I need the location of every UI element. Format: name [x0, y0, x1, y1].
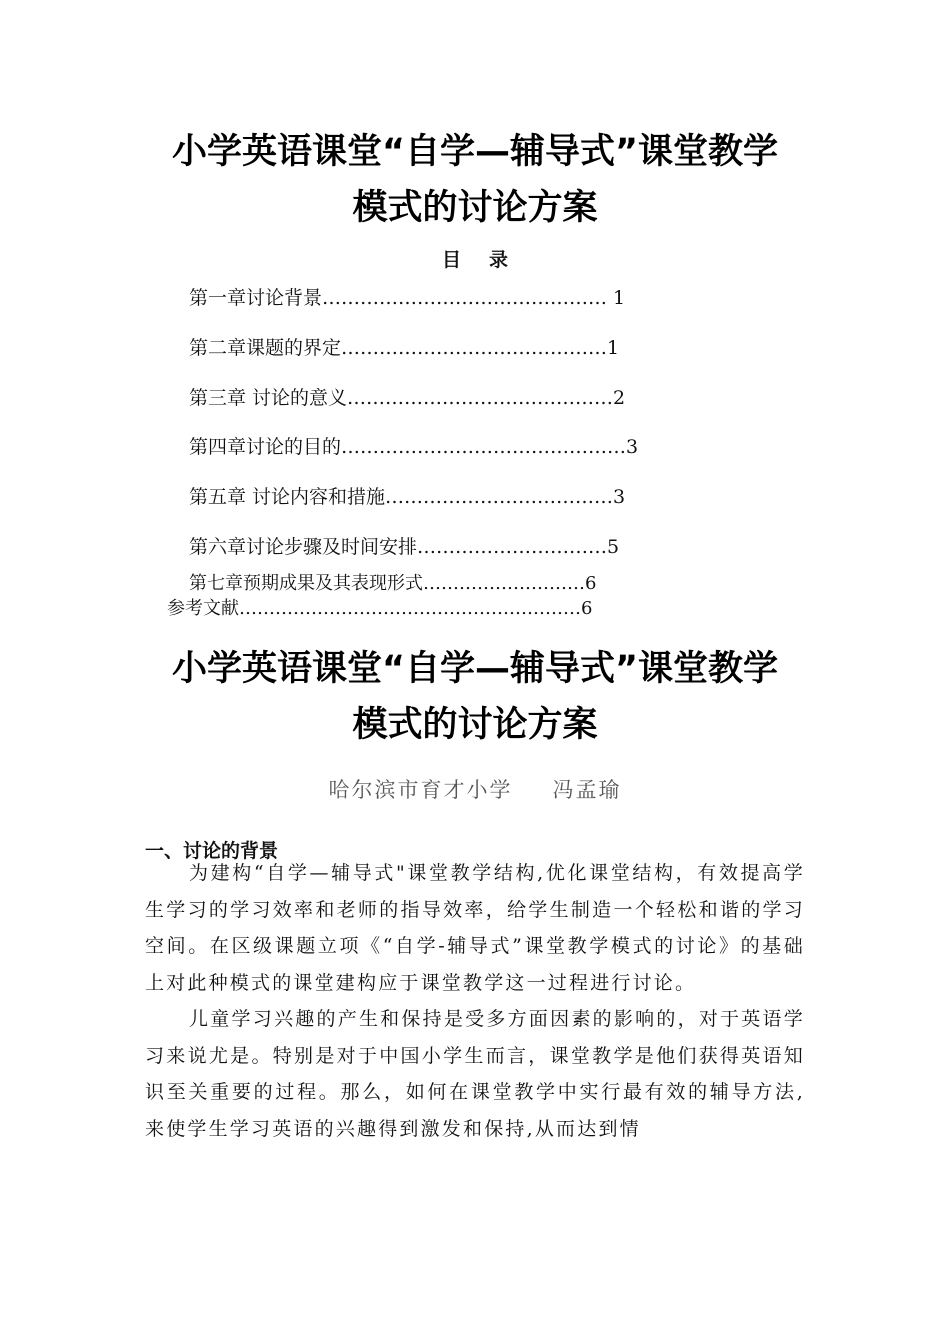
toc-entry-chapter-5[interactable]: 第五章 讨论内容和措施………………………………3: [189, 486, 626, 508]
cover-title: [0, 124, 950, 236]
paragraph-2: 儿童学习兴趣的产生和保持是受多方面因素的影响的，对于英语学习来说尤是。特别是对于中国小学生而言，课堂教学是他们获得英语知识至关重要的过程。那么，如何在课堂教学中实行最有效的辅导方法,来使学生学习英语的兴趣得到激发和保持,从而达到情: [145, 1008, 805, 1140]
toc-entry-chapter-2[interactable]: 第二章课题的界定……………………………………1: [189, 337, 620, 359]
toc-heading: [0, 245, 950, 272]
section-body: [145, 855, 805, 1147]
paragraph-1: 为建构“自学—辅导式"课堂教学结构,优化课堂结构，有效提高学生学习的学习效率和老师的指导效率，给学生制造一个轻松和谐的学习空间。在区级课题立项《“自学-辅导式”课堂教学模式的讨论》的基础上对此种模式的课堂建构应于课堂教学这一过程进行讨论。: [145, 862, 805, 994]
toc-entry-chapter-1[interactable]: 第一章讨论背景……………………………………… 1: [189, 287, 626, 309]
author-school: 哈尔滨市育才小学: [328, 778, 513, 802]
section-heading: 一、讨论的背景: [145, 840, 279, 862]
main-title-line-2: 模式的讨论方案: [352, 705, 598, 745]
toc-heading-char-2: 录: [489, 249, 509, 271]
cover-title-line-2: 模式的讨论方案: [352, 188, 598, 228]
toc-heading-char-1: 目: [441, 249, 461, 271]
main-title-line-1: 小学英语课堂“自学—辅导式”课堂教学: [171, 649, 778, 689]
main-title: [0, 641, 950, 753]
toc-entry-references[interactable]: 参考文献…………………………………………………6: [167, 598, 593, 619]
author-name: 冯孟瑜: [552, 778, 622, 802]
toc-entry-chapter-4[interactable]: 第四章讨论的目的………………………………………3: [189, 436, 639, 458]
cover-title-line-1: 小学英语课堂“自学—辅导式”课堂教学: [171, 132, 778, 172]
author-line: [0, 774, 950, 804]
toc-entry-chapter-3[interactable]: 第三章 讨论的意义……………………………………2: [189, 387, 626, 409]
toc-entry-chapter-6[interactable]: 第六章讨论步骤及时间安排…………………………5: [189, 536, 620, 558]
toc-entry-chapter-7[interactable]: 第七章预期成果及其表现形式………………………6: [189, 573, 597, 594]
